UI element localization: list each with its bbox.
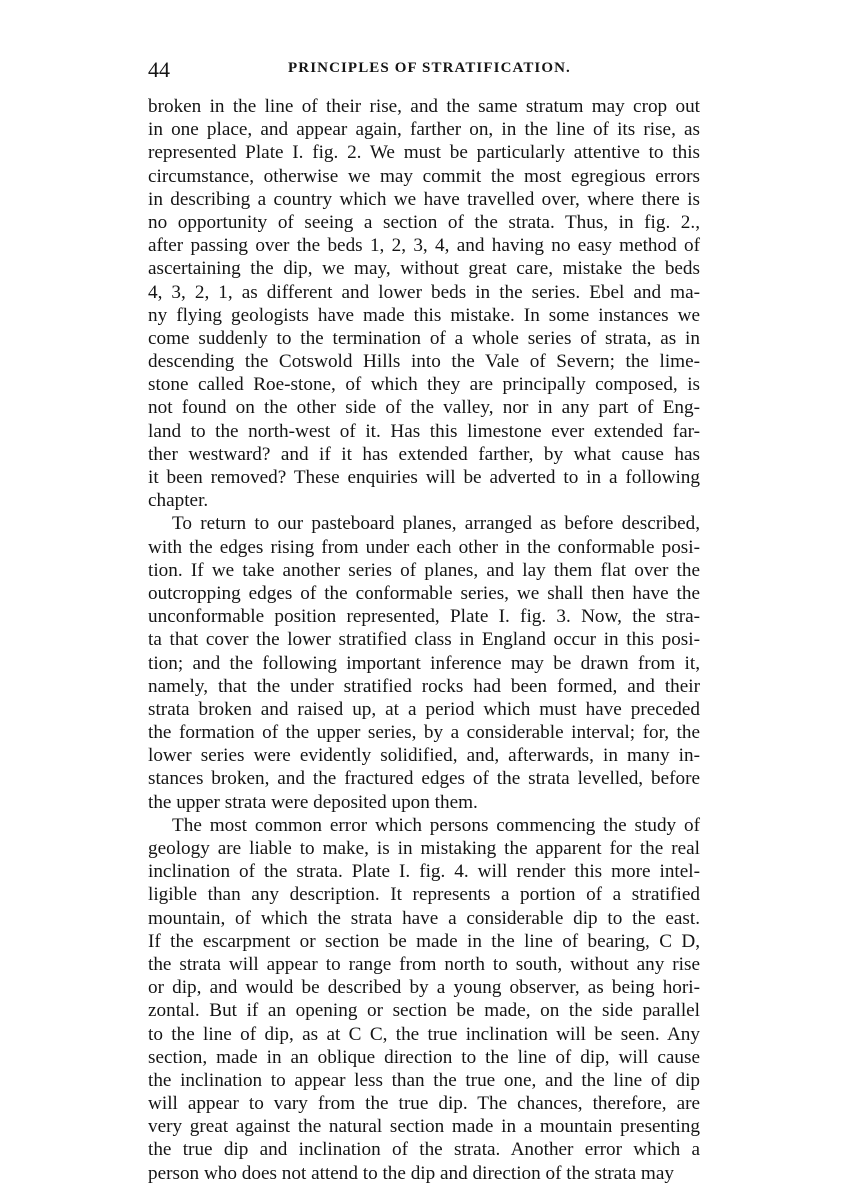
text-line: ny flying geologists have made this mistake. In some instances we [148,304,700,326]
text-line: circumstance, otherwise we may commit the most egregious errors [148,165,700,187]
text-line: tion; and the following important inference may be drawn from it, [148,652,700,674]
text-line: 4, 3, 2, 1, as different and lower beds in the series. Ebel and ma- [148,281,700,303]
text-line: ligible than any description. It represents a portion of a stratified [148,884,700,906]
text-line: no opportunity of seeing a section of the strata. Thus, in fig. 2., [148,211,700,233]
text-line: with the edges rising from under each other in the conformable posi- [148,536,700,558]
text-line: the true dip and inclination of the strata. Another error which a [148,1139,700,1161]
text-line: the inclination to appear less than the true one, and the line of dip [148,1069,700,1091]
text-line: stone called Roe-stone, of which they are principally composed, is [148,374,700,396]
running-head [148,57,700,83]
running-title: PRINCIPLES OF STRATIFICATION. [288,60,571,76]
text-line: broken in the line of their rise, and the same stratum may crop out [148,96,700,117]
text-line: ther westward? and if it has extended farther, by what cause has [148,443,700,465]
text-line: lower series were evidently solidified, and, afterwards, in many in- [148,745,700,767]
text-line: geology are liable to make, is in mistaking the apparent for the real [148,838,700,859]
text-line: person who does not attend to the dip and direction of the strata may [148,1162,674,1184]
text-line: stances broken, and the fractured edges of the strata levelled, before [148,768,700,790]
text-line: To return to our pasteboard planes, arranged as before described, [172,513,700,535]
page-number: 44 [148,57,170,82]
text-line: section, made in an oblique direction to the line of dip, will cause [148,1046,700,1068]
text-line: to the line of dip, as at C C, the true inclination will be seen. Any [148,1023,700,1045]
text-line: strata broken and raised up, at a period which must have preceded [148,698,700,720]
text-line: in describing a country which we have travelled over, where there is [148,188,700,210]
text-line: mountain, of which the strata have a considerable dip to the east. [148,907,700,929]
text-line: in one place, and appear again, farther on, in the line of its rise, as [148,119,700,141]
text-line: namely, that the under stratified rocks had been formed, and their [148,675,700,697]
text-line: The most common error which persons commencing the study of [172,814,700,836]
text-line: chapter. [148,490,209,512]
text-line: ascertaining the dip, we may, without great care, mistake the beds [148,258,700,280]
text-line: the upper strata were deposited upon them. [148,791,478,813]
text-line: very great against the natural section made in a mountain presenting [148,1116,700,1138]
text-line: represented Plate I. fig. 2. We must be particularly attentive to this [148,142,700,164]
text-line: after passing over the beds 1, 2, 3, 4, and having no easy method of [148,235,700,257]
text-line: tion. If we take another series of planes, and lay them flat over the [148,559,700,581]
paragraph [148,512,700,813]
text-line: ta that cover the lower stratified class in England occur in this posi- [148,629,700,651]
text-line: inclination of the strata. Plate I. fig. 4. will render this more intel- [148,861,700,883]
text-line: not found on the other side of the valley, nor in any part of Eng- [148,397,700,419]
text-line: descending the Cotswold Hills into the Vale of Severn; the lime- [148,351,700,373]
text-line: land to the north-west of it. Has this limestone ever extended far- [148,420,700,442]
text-line: it been removed? These enquiries will be adverted to in a following [148,467,700,488]
paragraph [148,95,700,512]
text-line: the formation of the upper series, by a considerable interval; for, the [148,722,700,744]
text-line: or dip, and would be described by a young observer, as being hori- [148,977,700,999]
text-line: come suddenly to the termination of a whole series of strata, as in [148,327,700,349]
text-line: If the escarpment or section be made in the line of bearing, C D, [148,930,700,952]
text-line: the strata will appear to range from north to south, without any rise [148,953,700,975]
text-line: will appear to vary from the true dip. The chances, therefore, are [148,1093,700,1115]
text-line: unconformable position represented, Plate I. fig. 3. Now, the stra- [148,606,700,628]
text-line: zontal. But if an opening or section be made, on the side parallel [148,1000,700,1022]
body-text [148,95,700,1185]
text-line: outcropping edges of the conformable series, we shall then have the [148,582,700,604]
paragraph [148,814,700,1185]
